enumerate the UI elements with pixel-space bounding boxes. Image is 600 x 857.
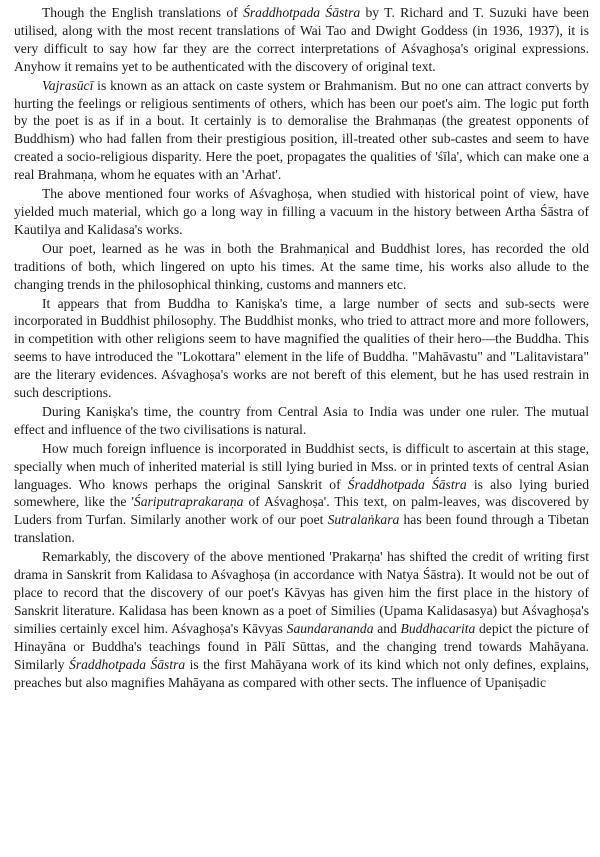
paragraph-text: by T. Richard and T. Suzuki have been utilised, along with the most recent translations of Wai Tao and Dwight Goddess (in 1936, 1937), it is very difficult to say how far they are the correct interpretations of Aśvaghoṣa's original expressions. Anyhow it remains yet to be authenticated with the discovery of original text. [14,5,589,74]
paragraph-text: It appears that from Buddha to Kaniṣka's time, a large number of sects and sub-sects were incorporated in Buddhist philosophy. The Buddhist monks, who tried to attract more and more followers, in competition with other religions seem to have magnified the qualities of their hero—the Buddha. This seems to have introduced the "Lokottara" element in the life of Buddha. "Mahāvastu" and "Lalitavistara" are the literary evidences. Aśvaghoṣa's works are not bereft of this element, but he has used restrain in such descriptions. [14,295,589,401]
italic-title-text: Sutralaṅkara [327,512,400,528]
paragraph-text: is known as an attack on caste system or Brahmanism. But no one can attract converts by hurting the feelings or religious sentiments of others, which has been our poet's aim. The logic put forth by the poet is as if in a bout. It certainly is to demoralise the Brahmaṇas (the greatest opponents of Buddhism) who had fallen from their prestigious position, ill-treated other sub-castes and seem to have created a socio-religious disparity. Here the poet, propagates the qualities of 'śīla', which can make one a real Brahmaṇa, whom he equates with an 'Arhat'. [14,77,589,183]
paragraph-text: of Aśvaghoṣa'. This text, on palm-leaves, was discovered by Luders from Turfan. Similarly another work of our poet [14,494,589,528]
paragraph-text: The above mentioned four works of Aśvaghoṣa, when studied with historical point of view, have yielded much material, which go a long way in filling a vacuum in the history between Artha Śāstra of Kautilya and Kalidasa's works. [14,186,589,237]
italic-title-text: Śraddhotpada Śāstra [243,5,361,20]
italic-title-text: Saundarananda [286,620,374,636]
italic-title-text: Buddhacarita [400,620,476,636]
body-paragraph [14,185,589,239]
body-paragraph [14,440,589,547]
paragraph-text: is the first Mahāyana work of its kind which not only defines, explains, preaches but also magnifies Mahāyana as compared with other sects. The influence of Upaniṣadic [14,656,590,690]
paragraph-text: depict the picture of Hinayāna or Buddha's teachings found in Pālī Sūttas, and the changing trend towards Mahāyana. Similarly [14,620,589,672]
paragraph-text: Though the English translations of [42,5,244,20]
paragraph-text: Remarkably, the discovery of the above mentioned 'Prakarṇa' has shifted the credit of writing first drama in Sanskrit from Kalidasa to Aśvaghoṣa (in accordance with Natya Śāstra). It would not be out of place to record that the discovery of our poet's Kāvyas has given him the first place in the history of Sanskrit literature. Kalidasa has been known as a poet of Similies (Upama Kalidasasya) but Aśvaghoṣa's similies certainly excel him. Aśvaghoṣa's Kāvyas [14,549,589,636]
paragraph-text: is also lying buried somewhere, like the ' [14,476,589,510]
body-paragraph [14,295,589,402]
body-paragraph [14,403,589,439]
paragraph-text: has been found through a Tibetan translation. [14,512,589,546]
paragraph-text: During Kaniṣka's time, the country from Central Asia to India was under one ruler. The mutual effect and influence of the two civilisations is natural. [14,403,589,437]
body-paragraph [14,77,589,184]
italic-title-text: Śraddhotpada Śāstra [69,656,186,672]
body-paragraph [14,240,589,294]
body-paragraph [14,4,589,76]
italic-title-text: Śraddhotpada Śāstra [347,476,467,492]
italic-title-text: Śariputraprakaraṇa [133,494,244,510]
italic-title-text: Vajrasūcī [42,77,94,93]
paragraph-text: Our poet, learned as he was in both the Brahmaṇical and Buddhist lores, has recorded the old traditions of both, which lingered on upto his times. At the same time, his works also allude to the changing trends in the philosophical thinking, customs and manners etc. [14,240,589,292]
body-paragraph [14,548,589,691]
paragraph-text: How much foreign influence is incorporated in Buddhist sects, is difficult to ascertain at this stage, specially when much of inherited material is still lying buried in Mss. or in printed texts of central Asian languages. Who knows perhaps the original Sanskrit of [14,440,589,492]
paragraph-text: and [373,620,401,636]
